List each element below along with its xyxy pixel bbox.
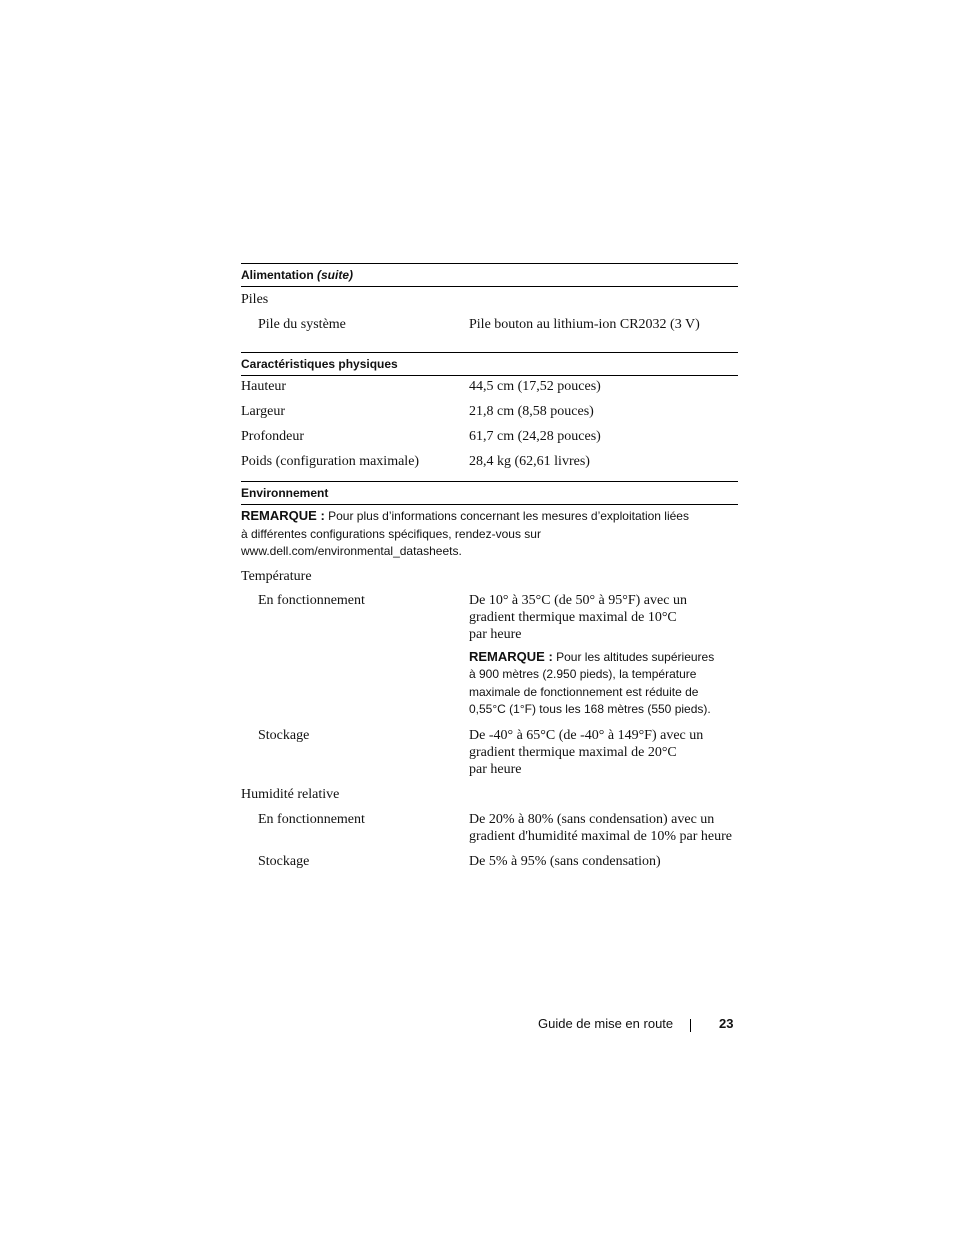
datasheets-link[interactable]: www.dell.com/environmental_datasheets — [241, 544, 459, 558]
spec-label: En fonctionnement — [258, 592, 365, 608]
spec-value — [469, 727, 738, 778]
spec-label: Hauteur — [241, 379, 287, 394]
note-text: . — [458, 544, 462, 558]
section-title-environment: Environnement — [241, 486, 329, 500]
section-header-environment — [241, 481, 738, 505]
value-line: De 10° à 35°C (de 50° à 95°F) avec un — [469, 592, 687, 608]
section-title-power: Alimentation — [241, 268, 314, 282]
spec-row-width — [241, 395, 738, 420]
temperature-label: Température — [241, 568, 312, 584]
spec-row-temp-storage — [241, 719, 738, 778]
altitude-note — [469, 643, 738, 719]
spec-row-height — [241, 376, 738, 395]
spec-row-weight — [241, 445, 738, 470]
spec-label: Largeur — [241, 404, 286, 419]
footer-divider — [690, 1019, 691, 1032]
spec-value: 61,7 cm (24,28 pouces) — [469, 429, 601, 444]
note-text: à différentes configurations spécifiques, rendez-vous sur — [241, 526, 541, 541]
value-line: gradient thermique maximal de 10°C — [469, 609, 677, 625]
note-label: REMARQUE : — [469, 648, 553, 664]
batteries-label: Piles — [241, 292, 269, 307]
note-text: Pour plus d’informations concernant les mesures d’exploitation liées — [328, 509, 689, 523]
spec-row-depth — [241, 420, 738, 445]
spec-label: Pile du système — [258, 317, 346, 332]
value-line: De -40° à 65°C (de -40° à 149°F) avec un — [469, 727, 704, 743]
spec-label: Stockage — [258, 727, 310, 743]
spec-value: De 5% à 95% (sans condensation) — [469, 853, 661, 869]
humidity-label: Humidité relative — [241, 786, 340, 802]
spec-value — [469, 592, 738, 719]
spec-row-system-battery — [241, 308, 738, 333]
note-label: REMARQUE : — [241, 508, 325, 523]
value-line: gradient d'humidité maximal de 10% par heure — [469, 828, 732, 844]
section-title-physical: Caractéristiques physiques — [241, 357, 398, 371]
spec-value: 44,5 cm (17,52 pouces) — [469, 379, 601, 394]
section-title-suffix: (suite) — [317, 268, 354, 282]
spec-row-humidity-storage — [241, 845, 738, 870]
value-line: par heure — [469, 626, 522, 642]
spec-value: 28,4 kg (62,61 livres) — [469, 454, 590, 469]
spec-table — [241, 263, 738, 870]
spec-value: Pile bouton au lithium-ion CR2032 (3 V) — [469, 317, 700, 332]
spec-row-humidity-operating — [241, 803, 738, 845]
spec-value — [469, 811, 738, 845]
page-number: 23 — [719, 1016, 734, 1031]
note-text: Pour les altitudes supérieures — [556, 649, 715, 664]
spec-label: Poids (configuration maximale) — [241, 454, 420, 469]
value-line: De 20% à 80% (sans condensation) avec un — [469, 811, 715, 827]
spec-label: Stockage — [258, 853, 310, 869]
note-text: à 900 mètres (2.950 pieds), la température — [469, 667, 697, 681]
value-line: par heure — [469, 761, 522, 777]
note-text: 0,55°C (1°F) tous les 168 mètres (550 pieds). — [469, 702, 711, 716]
section-header-physical — [241, 352, 738, 376]
spec-row-temp-operating — [241, 585, 738, 719]
section-header-power — [241, 263, 738, 287]
spec-value: 21,8 cm (8,58 pouces) — [469, 404, 594, 419]
spec-label: Profondeur — [241, 429, 304, 444]
environment-note — [241, 505, 738, 561]
footer-title: Guide de mise en route — [538, 1016, 674, 1031]
spec-label: En fonctionnement — [258, 811, 365, 827]
note-text: maximale de fonctionnement est réduite de — [469, 684, 699, 699]
value-line: gradient thermique maximal de 20°C — [469, 744, 677, 760]
